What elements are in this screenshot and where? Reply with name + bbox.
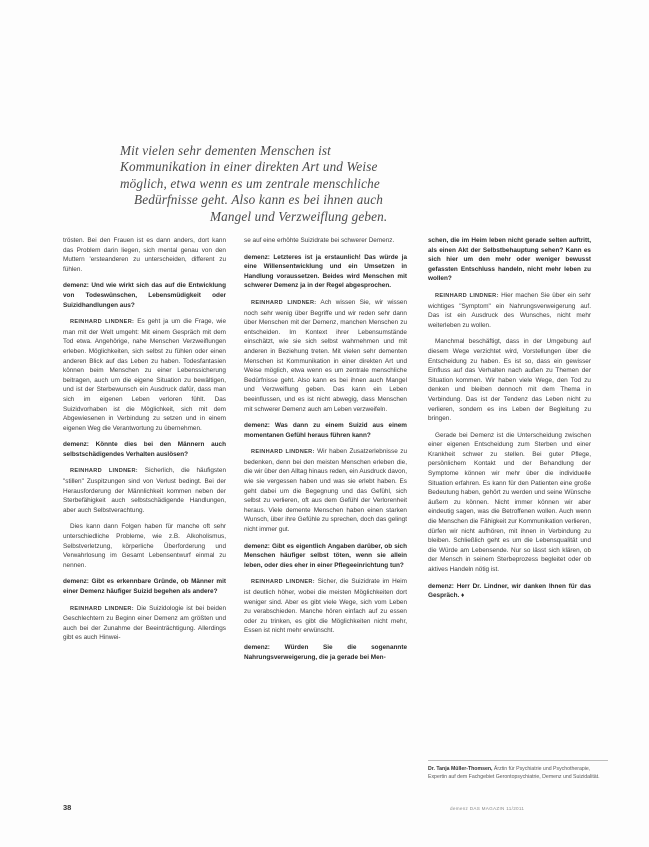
pull-quote-line: möglich, etwa wenn es um zentrale menschliche <box>120 175 380 191</box>
body-paragraph: Manchmal beschäftigt, dass in der Umgebung auf diesem Wege verzichtet wird, Vorstellungen über die Entscheidung zu haben. Es ist so, dass ein gewisser Einfluss auf das Verhalten nach außen zu Themen der Situation kommen. Wir haben viele Wege, den Tod zu denken und bleiben dennoch mit dem Thema in Verbindung. Das ist der Tendenz das Leben nicht zu verlieren, sondern es ins Leben der Begleitung zu bringen. <box>428 338 591 423</box>
pull-quote <box>120 143 520 225</box>
interview-answer <box>428 291 591 330</box>
pull-quote-line: Bedürfnisse geht. Also kann es bei ihnen auch <box>134 192 383 208</box>
interview-question: schen, die im Heim leben nicht gerade selten auftritt, als einen Akt der Selbstbehauptung sehen? Kann es sich hier um den mehr oder weniger bewusst gefassten Entschluss handeln, nicht mehr leben zu wollen? <box>428 237 591 283</box>
author-name: Dr. Tanja Müller-Thomsen, <box>428 766 493 772</box>
body-paragraph: Gerade bei Demenz ist die Unterscheidung zwischen einer eigenen Entscheidung zum Sterben und einer Krankheit schwer zu stellen. Bei guter Pflege, persönlichem Kontakt und der Behandlung der Symptome können wir mehr über die individuelle Situation erfahren. Es kann für den Patienten eine große Bedeutung haben, gehört zu werden und seine Wünsche äußern zu können. Nicht immer können wir aber eindeutig sagen, was die Betroffenen wollen. Auch wenn die Menschen die Fähigkeit zur Kommunikation verlieren, dürfen wir nicht aufhören, mit ihnen in Verbindung zu bleiben. Schließlich geht es um die Lebensqualität und die Würde am Lebensende. Nur so lässt sich klären, ob der Mensch in seinem Sterbeprozess begleitet oder ob aktives Handeln nötig ist. <box>428 431 591 573</box>
interview-answer <box>63 604 226 643</box>
speaker-label: REINHARD LINDNER: <box>70 605 134 612</box>
interview-question: demenz: Letzteres ist ja erstaunlich! Das würde ja eine Willensentwicklung und ein Umsetzen in Handlung voraussetzen. Beides wird Menschen mit schwerer Demenz ja in der Regel abgesprochen. <box>244 253 407 290</box>
text-column-2 <box>244 236 407 669</box>
speaker-label: REINHARD LINDNER: <box>251 449 315 456</box>
closing-line: demenz: Herr Dr. Lindner, wir danken Ihnen für das Gespräch. ♦ <box>428 582 591 600</box>
magazine-footer: demenz DAS MAGAZIN 11/2011 <box>450 806 525 811</box>
answer-text: Sicher, die Suizidrate im Heim ist deutlich höher, wobei die meisten Möglichkeiten dort weniger sind. Aber es gibt viele Wege, sich vom Leben zu verabschieden. Manche hören einfach auf zu essen oder zu trinken, es gibt die Möglichkeiten nicht mehr, Essen ist nicht mehr erwünscht. <box>244 578 407 635</box>
speaker-label: REINHARD LINDNER: <box>70 319 135 326</box>
pull-quote-line: Kommunikation in einer direkten Art und Weise <box>120 159 378 175</box>
answer-text: Ach wissen Sie, wir wissen noch sehr wenig über Begriffe und wir reden sehr dann über Menschen mit der Demenz, manchen Menschen zu entscheiden. Im Kontext ihrer Lebensumstände einschätzt, wie sie sich selbst wahrnehmen und mit anderen in Beziehung treten. Mit vielen sehr dementen Menschen ist Kommunikation in einer direkten Art und Weise möglich, etwa wenn es um zentrale menschliche Bedürfnisse geht. Also kann es bei ihnen auch Mangel und Verzweiflung geben. Das kann ein Leben beeinflussen, und es ist nicht abwegig, dass Menschen mit schwerer Demenz auch am Leben verzweifeln. <box>244 298 407 413</box>
pull-quote-line: Mit vielen sehr dementen Menschen ist <box>120 143 331 158</box>
interview-answer <box>244 298 407 414</box>
interview-question: demenz: Was dann zu einem Suizid aus einem momentanen Gefühl heraus führen kann? <box>244 422 407 439</box>
interview-question: demenz: Würden Sie die sogenannte Nahrungsverweigerung, die ja gerade bei Men- <box>244 643 407 661</box>
speaker-label: REINHARD LINDNER: <box>70 468 138 475</box>
speaker-label: REINHARD LINDNER: <box>251 299 317 306</box>
body-paragraph: Dies kann dann Folgen haben für manche oft sehr unterschiedliche Probleme, wie z.B. Alkoholismus, Selbstverletzung, körperliche Überforderung und Verwahrlosung im Gesamt Lebensentwurf einmal zu nennen. <box>63 523 226 569</box>
answer-text: Die Suizidologie ist bei beiden Geschlechtern zu Beginn einer Demenz am größten und auch bei der Zunahme der Beeinträchtigung. Allerdings gibt es auch Hinwei- <box>63 604 226 642</box>
author-description: Ärztin für Psychiatrie und Psychotherapie, Expertin auf dem Fachgebiet Gerontopsychiatrie, Demenz und Suizidalität. <box>428 766 600 780</box>
body-paragraph: se auf eine erhöhte Suizidrate bei schwerer Demenz. <box>244 237 395 244</box>
interview-question: demenz: Gibt es eigentlich Angaben darüber, ob sich Menschen häufiger selbst töten, wenn sie allein leben, oder dies eher in einer Pflegeeinrichtung tun? <box>244 542 407 569</box>
text-column-1 <box>63 236 226 650</box>
text-column-3 <box>428 236 591 608</box>
author-note <box>428 760 608 781</box>
answer-text: Sicherlich, die häufigsten "stillen" Zuspitzungen sind von Verlust bedingt. Bei der Herausforderung der Männlichkeit kommen neben der Sterbefähigkeit auch selbstschädigende Handlungen, aber auch Selbstverachtung. <box>63 467 226 514</box>
interview-answer <box>244 577 407 636</box>
answer-text: Es geht ja um die Frage, wie man mit der Welt umgeht: Mit einem Gespräch mit dem Tod etwa. Angehörige, nahe Menschen Verzweiflungen erleben. Möglichkeiten, sich selbst zu fühlen oder einen anderen Blick auf das Leben zu haben. Todesfantasien können beim Menschen zu einer Lebenssicherung beitragen, auch um die eigene Situation zu bewältigen, und ist der Sterbewunsch ein Ausdruck dafür, dass man sich im eigenen Leben verloren fühlt. Das Suizidvorhaben ist die Möglichkeit, sich mit dem Abgewiesenen in Verbindung zu setzen und in einem eigenen Weg die Verantwortung zu übernehmen. <box>63 318 227 432</box>
speaker-label: REINHARD LINDNER: <box>251 579 315 586</box>
interview-answer <box>244 447 407 534</box>
answer-text: Hier machen Sie über ein sehr wichtiges "Symptom" ein Nahrungsverweigerung auf. Das ist ein Ausdruck des Wunsches, nicht mehr weiterleben zu wollen. <box>428 291 592 329</box>
pull-quote-line: Mangel und Verzweiflung geben. <box>210 208 388 224</box>
interview-question: demenz: Gibt es erkennbare Gründe, ob Männer mit einer Demenz häufiger Suizid begehen als andere? <box>63 578 226 595</box>
page-number: 38 <box>63 803 72 812</box>
body-paragraph: trösten. Bei den Frauen ist es dann anders, dort kann das Problem darin liegen, sich mental genau von den Muttern 'ersteanderen zu unterscheiden, different zu fühlen. <box>63 237 226 273</box>
interview-question: demenz: Könnte dies bei den Männern auch selbstschädigendes Verhalten auslösen? <box>63 441 226 458</box>
interview-answer <box>63 466 226 515</box>
interview-question: demenz: Und wie wirkt sich das auf die Entwicklung von Todeswünschen, Lebensmüdigkeit oder Suizidhandlungen aus? <box>63 282 226 309</box>
speaker-label: REINHARD LINDNER: <box>435 292 499 299</box>
interview-answer <box>63 317 226 433</box>
answer-text: Wir haben Zusatzerlebnisse zu bedenken, denn bei den meisten Menschen erleben die, die wir über den Alltag hinaus reden, ein Ausdruck davon, wie sie vergessen haben und was sie erlebt haben. Es geht dabei um die Begegnung und das Gefühl, sich selbst zu verlieren, oft aus dem Gefühl der Verlorenheit heraus. Viele demente Menschen haben einen starken Wunsch, über ihre Gefühle zu sprechen, doch das gelingt nicht immer gut. <box>244 448 407 534</box>
